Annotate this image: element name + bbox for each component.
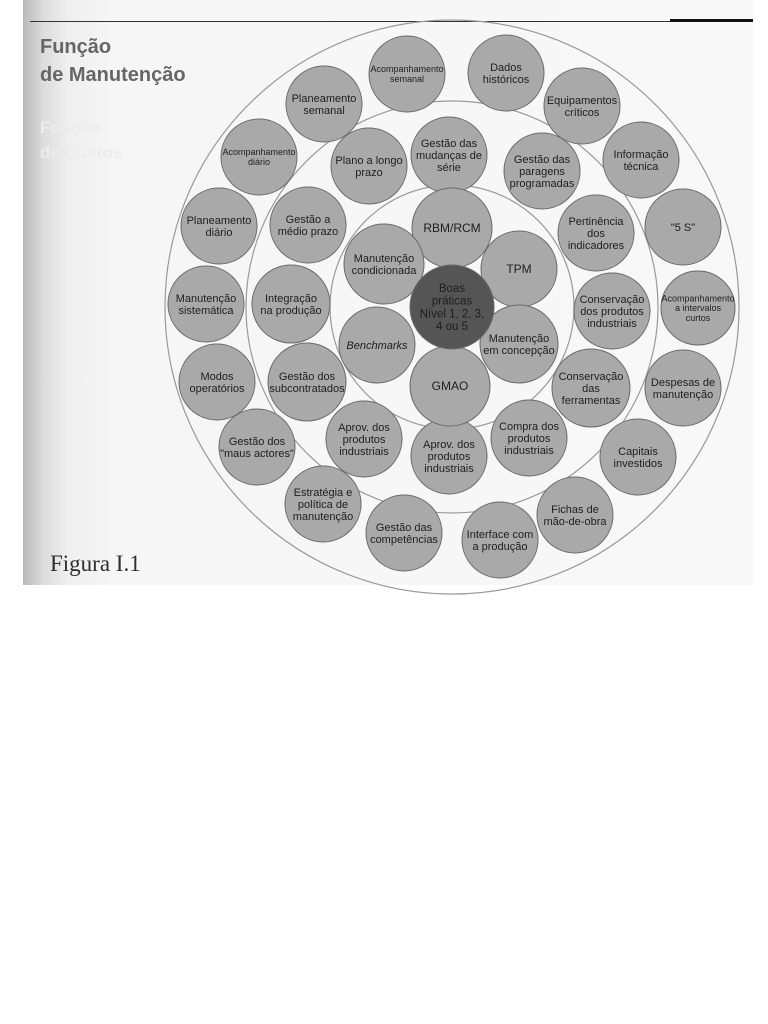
outer-ring-bubble [219,409,295,485]
outer-ring-bubble-label: Equipamentos [546,94,618,107]
middle-ring-bubble-label: Gestão a [285,213,331,226]
inner-ring-bubble-label: GMAO [431,379,469,394]
middle-ring-bubble-label: Plano a longo [335,154,403,167]
middle-ring-bubble-label: dos [587,227,605,240]
inner-ring-bubble-label: Manutenção [353,252,415,265]
outer-ring-bubble [537,477,613,553]
middle-ring-bubble-label: Aprov. dos [423,438,475,451]
outer-ring-bubble-label: Informação [613,148,669,161]
middle-ring-bubble [331,128,407,204]
outer-ring-bubble-label: Acompanhamento [661,293,735,304]
outer-ring-bubble [286,66,362,142]
outer-ring-bubble-label: técnica [623,160,659,173]
outer-ring-bubble-label: Dados [490,61,522,74]
outer-ring-bubble [179,344,255,420]
faded-heading-line-1: Função [40,118,101,137]
outer-ring-bubble-label: operatórios [189,382,245,395]
inner-ring-bubble-label: Benchmarks [346,339,408,352]
inner-ring-bubble-label: em concepção [483,344,555,357]
middle-ring-bubble-label: ferramentas [561,394,621,407]
outer-ring-bubble [221,119,297,195]
middle-ring-bubble [558,195,634,271]
outer-ring-bubble-label: Acompanhamento [370,64,444,75]
outer-ring-bubble-label: manutenção [292,511,354,523]
middle-ring-bubble-label: Integração [265,292,317,305]
middle-ring-bubble-label: Gestão das [513,153,571,166]
outer-ring-bubble-label: a produção [472,540,528,553]
middle-ring-bubble-label: Aprov. dos [338,421,390,434]
middle-ring-bubble-label: produtos [427,450,471,463]
outer-ring-bubble [645,350,721,426]
outer-ring-bubble-label: Estratégia e [293,486,353,499]
outer-ring-bubble-label: históricos [482,73,530,86]
outer-ring-bubble-label: Capitais [618,445,658,458]
outer-ring-bubble-label: Acompanhamento [222,147,296,158]
middle-ring-bubble-label: programadas [509,177,575,190]
inner-ring-bubble-label: RBM/RCM [423,221,481,236]
figure-caption: Figura I.1 [50,551,141,576]
middle-ring-bubble-label: Conservação [579,293,645,306]
outer-ring-bubble-label: Modos [200,370,234,383]
outer-ring-bubble-label: mão-de-obra [543,515,607,528]
outer-ring-bubble [285,466,361,542]
middle-ring-bubble [504,133,580,209]
middle-ring-bubble-label: Gestão das [420,137,478,150]
inner-ring-bubble [412,188,492,268]
middle-ring-bubble-label: subcontratados [269,382,345,395]
inner-ring-bubble [344,224,424,304]
center-bubble [410,265,494,349]
middle-ring-bubble-label: industriais [339,445,389,458]
outer-ring-bubble-label: Planeamento [291,92,357,105]
outer-ring-bubble-label: "maus actores" [220,447,294,460]
outer-ring-bubble-label: sistemática [178,304,234,317]
outer-ring-bubble [369,36,445,112]
outer-ring-bubble-label: Gestão dos [228,435,286,448]
middle-ring-bubble-label: Conservação [558,370,624,383]
outer-ring-bubble-label: política de [297,498,349,511]
center-bubble-label: 4 ou 5 [436,321,468,333]
middle-ring-bubble-label: industriais [424,462,474,475]
inner-ring-bubble-label: condicionada [351,264,417,277]
outer-ring-bubble-label: curtos [685,313,711,324]
page-title-line-2: de Manutenção [40,64,186,86]
inner-ring-bubble [339,307,415,383]
middle-ring-bubble [252,265,330,343]
middle-ring-bubble-label: Compra dos [499,420,559,433]
outer-ring-bubble-label: Planeamento [186,214,252,227]
middle-ring-bubble-label: indicadores [567,239,625,252]
middle-ring-bubble-label: das [582,382,600,395]
outer-ring-bubble [168,266,244,342]
middle-ring-bubble-label: Pertinência [568,215,624,228]
outer-ring-bubble [600,419,676,495]
middle-ring-bubble [326,401,402,477]
outer-ring-bubble [366,495,442,571]
middle-ring-bubble [268,343,346,421]
inner-ring-bubble [410,346,490,426]
outer-ring-bubble [544,68,620,144]
middle-ring-bubble-label: mudanças de [415,149,483,162]
outer-ring-bubble-label: investidos [613,457,663,470]
middle-ring-bubble [270,187,346,263]
outer-ring-bubble [603,122,679,198]
middle-ring-bubble [574,273,650,349]
outer-ring-bubble-label: semanal [389,74,425,85]
middle-ring-bubble [491,400,567,476]
outer-ring-bubble-label: a intervalos [674,303,722,314]
middle-ring-bubble-label: produtos [507,432,551,445]
outer-ring-bubble-label: diário [247,157,271,168]
outer-ring-bubble [468,35,544,111]
outer-ring-bubble-label: Interface com [466,528,534,541]
inner-ring-bubble-label: TPM [506,262,532,277]
outer-ring-bubble [181,188,257,264]
middle-ring-bubble-label: paragens [519,165,565,178]
outer-ring-bubble [462,502,538,578]
middle-ring-bubble [411,418,487,494]
outer-ring-bubble [645,189,721,265]
middle-ring-bubble-label: prazo [355,166,383,179]
outer-ring-bubble [661,271,735,345]
middle-ring-bubble-label: série [437,161,461,174]
middle-ring-bubble-label: Gestão dos [278,370,336,383]
middle-ring-bubble [411,117,487,193]
outer-ring-bubble-label: manutenção [652,388,714,401]
outer-ring-bubble-label: Manutenção [175,292,237,305]
page-title-line-1: Função [40,36,112,58]
middle-ring-bubble-label: médio prazo [277,225,339,238]
outer-ring-bubble-label: críticos [564,106,600,119]
outer-ring-bubble-label: semanal [303,104,345,117]
middle-ring-bubble-label: na produção [260,304,322,317]
middle-ring-bubble-label: industriais [504,444,554,457]
center-bubble-label: Boas [438,283,466,295]
outer-ring-bubble-label: competências [370,533,438,546]
center-bubble-label: Nível 1, 2, 3, [419,308,485,321]
middle-ring-bubble-label: industriais [587,317,637,330]
faded-heading-line-2: de Custos [40,143,123,162]
outer-ring-bubble-label: Gestão das [375,521,433,534]
outer-ring-bubble-label: Fichas de [551,503,599,516]
inner-ring-bubble-label: Manutenção [488,332,550,345]
center-bubble-label: práticas [431,295,473,308]
outer-ring-bubble-label: Despesas de [650,376,716,389]
middle-ring-bubble [552,349,630,427]
outer-ring-bubble-label: "5 S" [670,221,696,234]
middle-ring-bubble-label: dos produtos [580,305,644,318]
outer-ring-bubble-label: diário [205,226,233,239]
middle-ring-bubble-label: produtos [342,433,386,446]
